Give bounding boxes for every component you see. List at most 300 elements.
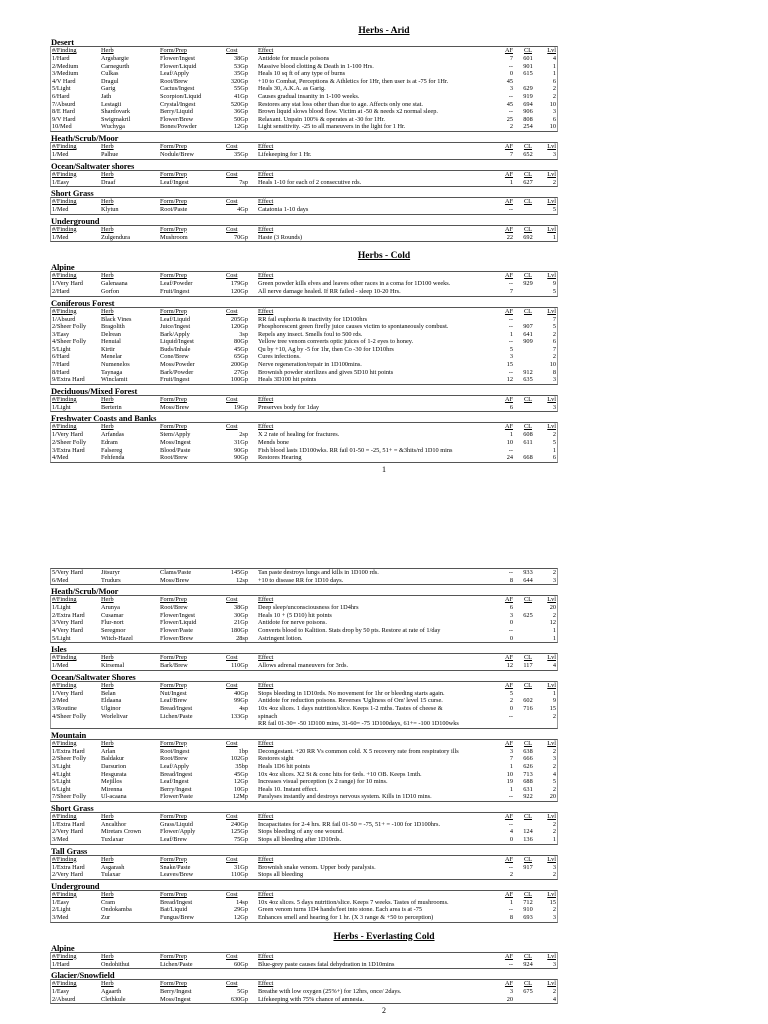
table-row <box>51 577 557 585</box>
herb-name-cell: Galenaana <box>101 280 128 288</box>
cost-cell: 205Gp <box>230 315 248 323</box>
table-row <box>51 906 557 914</box>
herb-name-cell: Trudurs <box>101 576 121 584</box>
lvl-cell: 1 <box>552 446 556 454</box>
af-cell: -- <box>508 315 513 323</box>
column-header: Effect <box>258 47 274 54</box>
af-cell: 45 <box>506 100 513 108</box>
herb-name-cell: Swigmakril <box>101 115 131 123</box>
table-row <box>51 63 557 71</box>
af-cell: 1 <box>509 178 513 186</box>
lvl-cell: 7 <box>552 345 556 353</box>
form-prep-cell: Leaf/Apply <box>160 762 190 770</box>
form-prep-cell: Bat/Liquid <box>160 906 188 914</box>
af-cell: 22 <box>506 233 513 241</box>
column-header: Effect <box>258 855 274 863</box>
finding-cell: 1/Light <box>52 604 71 612</box>
af-cell: 2 <box>509 871 513 879</box>
effect-cell: Antidote for muscle poisons <box>258 55 330 62</box>
form-prep-cell: Berry/Liquid <box>160 108 193 116</box>
lvl-cell: 2 <box>552 92 556 100</box>
form-prep-cell: Scorpion/Liquid <box>160 92 202 100</box>
cost-cell: 102Gp <box>230 755 248 763</box>
herb-name-cell: Ul-acaana <box>101 793 127 801</box>
herb-name-cell: Cusamar <box>101 611 124 619</box>
column-header: Herb <box>101 307 114 315</box>
column-header: Lvl <box>547 142 556 150</box>
column-header: Cost <box>226 170 238 178</box>
table-header-row <box>51 423 557 431</box>
lvl-cell: 5 <box>552 287 556 295</box>
herb-table <box>50 855 558 880</box>
column-header: Cost <box>226 980 238 988</box>
column-header: Form/Prep <box>160 855 187 863</box>
habitat-label: Tall Grass <box>51 845 88 856</box>
effect-cell: Phosphorescent green firefly juice causes victim to spontaneously combust. <box>258 323 449 331</box>
lvl-cell: 3 <box>552 914 556 922</box>
table-row <box>51 569 557 577</box>
column-header: Effect <box>258 170 274 178</box>
af-cell: 5 <box>509 689 513 697</box>
cl-cell: 933 <box>523 569 533 576</box>
cl-cell: 631 <box>523 785 533 793</box>
cl-cell: 625 <box>523 611 533 619</box>
finding-cell: 3/Med <box>52 836 69 844</box>
af-cell: 3 <box>509 747 513 755</box>
effect-cell: Heals 10 + (5 D10) hit points <box>258 611 332 619</box>
column-header: AF <box>504 596 513 604</box>
column-header: AF <box>504 423 513 431</box>
column-header: CL <box>523 225 533 233</box>
table-row <box>51 323 557 331</box>
cost-cell: 12sp <box>236 576 248 584</box>
table-row <box>51 755 557 763</box>
lvl-cell <box>543 720 557 728</box>
column-header: Form/Prep <box>160 654 187 662</box>
cost-cell: 110Gp <box>231 871 248 879</box>
cl-cell: 601 <box>523 55 533 62</box>
finding-cell: 6/Med <box>52 576 69 584</box>
lvl-cell: 2 <box>552 353 556 361</box>
section-title: Herbs - Cold <box>357 251 411 262</box>
cl-cell <box>513 361 543 369</box>
column-header: Lvl <box>547 739 556 747</box>
finding-cell: 4/Sheer Folly <box>52 712 87 720</box>
cl-cell: 907 <box>523 323 533 331</box>
lvl-cell: 2 <box>552 988 556 996</box>
effect-cell: All nerve damage healed. If RR failed - sleep 10-20 Hrs. <box>258 287 401 295</box>
lvl-cell: 6 <box>552 115 556 123</box>
finding-cell: 1/Med <box>52 206 69 214</box>
lvl-cell: 1 <box>552 836 556 844</box>
herb-name-cell: Flur-nort <box>101 619 124 627</box>
cl-cell: 688 <box>523 778 533 786</box>
cost-cell: 7sp <box>239 178 248 186</box>
form-prep-cell: Bread/Ingest <box>160 770 193 778</box>
lvl-cell: 3 <box>552 108 556 116</box>
herb-name-cell: Ondohithui <box>101 960 130 968</box>
column-header: Cost <box>226 596 238 604</box>
form-prep-cell: Clams/Paste <box>160 569 192 576</box>
finding-cell: 9/Extra Hard <box>52 376 85 384</box>
lvl-cell: 2 <box>552 820 556 828</box>
lvl-cell: 3 <box>552 403 556 411</box>
form-prep-cell: Root/Brew <box>160 604 188 612</box>
cl-cell <box>513 447 543 455</box>
effect-cell: Restores sight <box>258 755 294 763</box>
column-header: CL <box>523 654 533 662</box>
cost-cell: 35bp <box>235 762 248 770</box>
table-row <box>51 70 557 78</box>
effect-cell: RR fail 01-30= -50 1D100 mins, 31-60= -75 1D100days, 61+= -100 1D100wks <box>258 720 459 728</box>
table-row <box>51 108 557 116</box>
cl-cell: 666 <box>523 755 533 763</box>
table-row <box>51 206 557 214</box>
lvl-cell: 7 <box>552 315 556 323</box>
cost-cell: 10Gp <box>234 785 248 793</box>
column-header: Lvl <box>547 170 556 178</box>
effect-cell: Enhances smell and hearing for 1 hr. (X 3 range & +50 to perception) <box>258 914 434 922</box>
finding-cell: 2/Medium <box>52 62 79 70</box>
herb-table <box>50 568 558 585</box>
form-prep-cell: Crystal/Ingest <box>160 100 196 108</box>
form-prep-cell: Liquid/Ingest <box>160 338 194 346</box>
cost-cell: 120Gp <box>230 323 248 331</box>
af-cell: -- <box>508 62 513 70</box>
af-cell: 7 <box>509 55 513 62</box>
effect-cell: X 2 rate of healing for fractures. <box>258 431 340 439</box>
form-prep-cell: Stem/Apply <box>160 431 191 439</box>
cl-cell: 136 <box>523 836 533 844</box>
herb-table <box>50 170 558 188</box>
cost-cell: 75Gp <box>234 836 248 844</box>
af-cell: 2 <box>509 697 513 705</box>
af-cell: 7 <box>509 755 513 763</box>
herb-name-cell: Arfandas <box>101 431 125 439</box>
column-header: #/Finding <box>52 225 77 233</box>
cl-cell: 668 <box>523 454 533 462</box>
cl-cell: 713 <box>523 770 533 778</box>
af-cell: 4 <box>509 828 513 836</box>
cost-cell: 36Gp <box>234 108 248 116</box>
table-row <box>51 996 557 1004</box>
column-header: Effect <box>258 272 274 280</box>
herb-name-cell: Argsbargie <box>101 55 129 62</box>
table-row <box>51 431 557 439</box>
column-header: Herb <box>101 980 114 988</box>
column-header: Herb <box>101 681 114 689</box>
form-prep-cell: Root/Brew <box>160 755 188 763</box>
finding-cell: 2/Sheer Folly <box>52 755 87 763</box>
cl-cell: 922 <box>523 793 533 801</box>
herb-table <box>50 225 558 243</box>
table-row <box>51 55 557 63</box>
finding-cell: 4/Sheer Folly <box>52 338 87 346</box>
column-header: #/Finding <box>52 423 77 431</box>
cost-cell: 3sp <box>239 330 248 338</box>
effect-cell: Yellow tree venom converts optic juices of 1-2 eyes to honey. <box>258 338 414 346</box>
finding-cell: 5/Light <box>52 85 71 93</box>
af-cell: -- <box>508 338 513 346</box>
form-prep-cell: Root/Brew <box>160 77 188 85</box>
af-cell: -- <box>508 793 513 801</box>
finding-cell: 5/Light <box>52 634 71 642</box>
af-cell: 8 <box>509 914 513 922</box>
cost-cell: 53Gp <box>234 62 248 70</box>
form-prep-cell: Leaf/Brew <box>160 836 187 844</box>
finding-cell: 1/Easy <box>52 178 70 186</box>
af-cell: -- <box>508 569 513 576</box>
cl-cell: 712 <box>523 898 533 906</box>
herb-name-cell: Kirtir <box>101 345 115 353</box>
cost-cell: 90Gp <box>234 446 248 454</box>
habitat-label: Ocean/Saltwater Shores <box>51 671 136 682</box>
cl-cell <box>513 720 543 728</box>
form-prep-cell: Moss/Brew <box>160 576 190 584</box>
form-prep-cell: Flower/Brew <box>160 115 194 123</box>
column-header: Effect <box>258 225 274 233</box>
table-row <box>51 713 557 721</box>
column-header: Effect <box>258 980 274 988</box>
table-row <box>51 771 557 779</box>
af-cell: -- <box>508 863 513 871</box>
table-row <box>51 454 557 462</box>
column-header: Herb <box>101 198 114 206</box>
column-header: Cost <box>226 272 238 280</box>
cost-cell: 60Gp <box>234 960 248 968</box>
column-header: CL <box>523 739 533 747</box>
herb-name-cell: Ancalthor <box>101 820 127 828</box>
finding-cell: 3/Light <box>52 762 71 770</box>
herb-name-cell: Darsurion <box>101 762 127 770</box>
finding-cell: 1/Med <box>52 662 69 670</box>
effect-cell: Green venom turns 1D4 hands/feet into stone. Each area is at -75 <box>258 906 423 914</box>
table-row <box>51 828 557 836</box>
cost-cell: 125Gp <box>230 828 248 836</box>
column-header: Cost <box>226 890 238 898</box>
herb-table <box>50 681 558 729</box>
cost-cell: 14sp <box>236 898 248 906</box>
cl-cell: 906 <box>523 108 533 116</box>
lvl-cell: 1 <box>552 62 556 70</box>
af-cell: -- <box>508 368 513 376</box>
column-header: Herb <box>101 952 114 960</box>
column-header: AF <box>504 225 513 233</box>
effect-cell: Tan paste destroys lungs and kills in 1D100 rds. <box>258 569 379 576</box>
effect-cell: Nerve regeneration/repair in 1D100mins. <box>258 361 362 369</box>
herb-name-cell: Winclamit <box>101 376 128 384</box>
herb-name-cell: Asgarash <box>101 863 125 871</box>
herb-name-cell: Ondokamba <box>101 906 132 914</box>
finding-cell: 4/Med <box>52 454 69 462</box>
column-header: Cost <box>226 307 238 315</box>
column-header: AF <box>504 952 513 960</box>
column-header: CL <box>523 272 533 280</box>
af-cell: 15 <box>506 361 513 369</box>
af-cell: -- <box>508 906 513 914</box>
cost-cell: 31Gp <box>234 439 248 447</box>
finding-cell: 7/Hard <box>52 361 70 369</box>
finding-cell <box>51 720 101 728</box>
herb-name-cell: Witch-Hazel <box>101 634 133 642</box>
column-header: Form/Prep <box>160 681 187 689</box>
column-header: Cost <box>226 47 238 54</box>
form-prep-cell: Nut/Ingest <box>160 689 187 697</box>
finding-cell: 2/Light <box>52 906 71 914</box>
column-header: #/Finding <box>52 812 77 820</box>
column-header: #/Finding <box>52 170 77 178</box>
effect-cell: Heals 1D6 hit points <box>258 762 310 770</box>
cost-cell: 630Gp <box>230 995 248 1003</box>
column-header: Herb <box>101 225 114 233</box>
column-header: Lvl <box>547 980 556 988</box>
finding-cell: 1/Med <box>52 233 69 241</box>
column-header: AF <box>504 654 513 662</box>
herb-name-cell: Zur <box>101 914 111 922</box>
effect-cell: Heals 10 sq ft of any type of burns <box>258 70 346 78</box>
cost-cell: 180Gp <box>230 626 248 634</box>
cost-cell: 90Gp <box>234 454 248 462</box>
table-row <box>51 151 557 159</box>
effect-cell: Brownish snake venom. Upper body paralysis. <box>258 863 376 871</box>
af-cell: 19 <box>506 778 513 786</box>
effect-cell: +10 to disease RR for 1D10 days. <box>258 576 344 584</box>
table-row <box>51 763 557 771</box>
cost-cell: 50Gp <box>234 115 248 123</box>
column-header: Herb <box>101 170 114 178</box>
lvl-cell: 3 <box>552 863 556 871</box>
af-cell: -- <box>508 960 513 968</box>
column-header: Form/Prep <box>160 307 187 315</box>
form-prep-cell: Fruit/Ingest <box>160 376 190 384</box>
form-prep-cell: Berry/Ingest <box>160 988 192 996</box>
herb-name-cell: Taynaga <box>101 368 123 376</box>
cost-cell: 320Gp <box>230 77 248 85</box>
table-header-row <box>51 47 557 55</box>
column-header: Effect <box>258 681 274 689</box>
herb-name-cell: Clethkule <box>101 995 126 1003</box>
column-header: AF <box>504 272 513 280</box>
column-header: #/Finding <box>52 307 77 315</box>
cost-cell: 200Gp <box>230 361 248 369</box>
finding-cell: 1/Very Hard <box>52 689 83 697</box>
effect-cell: Brown liquid slows blood flow. Victim at -50 & needs x2 normal sleep. <box>258 108 438 116</box>
finding-cell: 1/Hard <box>52 960 70 968</box>
column-header: Herb <box>101 654 114 662</box>
cost-cell: 12Gp <box>234 123 248 131</box>
finding-cell: 3/Extra Hard <box>52 446 85 454</box>
lvl-cell: 1 <box>552 70 556 78</box>
cost-cell: 12Gp <box>234 778 248 786</box>
column-header: CL <box>523 198 533 206</box>
cost-cell: 55Gp <box>234 85 248 93</box>
effect-cell: Lifekeeping with 75% chance of amnesia. <box>258 995 364 1003</box>
cl-cell <box>513 404 543 412</box>
table-row <box>51 338 557 346</box>
cl-cell: 602 <box>523 697 533 705</box>
column-header: AF <box>504 47 513 54</box>
table-row <box>51 697 557 705</box>
herb-name-cell: Tulaxar <box>101 871 121 879</box>
page-number: 1 <box>382 464 386 474</box>
af-cell: 6 <box>509 604 513 612</box>
cl-cell: 608 <box>523 431 533 439</box>
effect-cell: 10x 4oz slices. 1 days nutrition/slice. Keeps 1-2 mths. Tastes of cheese & <box>258 704 443 712</box>
column-header: AF <box>504 980 513 988</box>
af-cell: 3 <box>509 988 513 996</box>
form-prep-cell: Snake/Paste <box>160 863 191 871</box>
column-header: #/Finding <box>52 198 77 206</box>
effect-cell: Decongestant. +20 RR Vs common cold. X 5 recovery rate from respiratory ills <box>258 747 459 755</box>
table-header-row <box>51 654 557 662</box>
af-cell: 1 <box>509 898 513 906</box>
column-header: AF <box>504 812 513 820</box>
column-header: #/Finding <box>52 142 77 150</box>
form-prep-cell: Blood/Paste <box>160 446 191 454</box>
column-header: #/Finding <box>52 654 77 662</box>
form-prep-cell: Leaf/Ingest <box>160 178 189 186</box>
effect-cell: Preserves body for 1day <box>258 403 320 411</box>
column-header: Lvl <box>547 596 556 604</box>
habitat-label: Deciduous/Mixed Forest <box>51 385 138 396</box>
finding-cell: 1/Easy <box>52 898 70 906</box>
table-row <box>51 361 557 369</box>
column-header: CL <box>523 307 533 315</box>
table-header-row <box>51 596 557 604</box>
af-cell: 3 <box>509 353 513 361</box>
effect-cell: Restores Hearing <box>258 454 302 462</box>
habitat-label: Heath/Scrub/Moor <box>51 586 119 597</box>
herb-table <box>50 812 558 845</box>
section-title: Herbs - Everlasting Cold <box>333 931 435 942</box>
table-row <box>51 78 557 86</box>
herb-name-cell: Draaf <box>101 178 116 186</box>
column-header: CL <box>523 47 533 54</box>
herb-name-cell: Bragolith <box>101 323 125 331</box>
cl-cell: 626 <box>523 762 533 770</box>
habitat-label: Short Grass <box>51 188 94 199</box>
af-cell: 2 <box>509 123 513 131</box>
section-title: Herbs - Arid <box>358 26 410 36</box>
finding-cell: 9/V Hard <box>52 115 76 123</box>
column-header: Cost <box>226 855 238 863</box>
cl-cell: 629 <box>523 85 533 93</box>
form-prep-cell <box>160 720 223 728</box>
effect-cell: Causes gradual insanity in 1-100 weeks. <box>258 92 360 100</box>
af-cell: 0 <box>509 619 513 627</box>
column-header: Lvl <box>547 47 556 54</box>
table-row <box>51 376 557 384</box>
effect-cell: Paralyses instantly and destroys nervous system. Kills in 1D10 mins. <box>258 793 432 801</box>
cost-cell: 100Gp <box>230 376 248 384</box>
finding-cell: 1/Med <box>52 150 69 158</box>
habitat-label: Coniferous Forest <box>51 297 115 308</box>
column-header: CL <box>523 596 533 604</box>
herb-name-cell: Cram <box>101 898 115 906</box>
cost-cell: 29Gp <box>234 906 248 914</box>
page-number: 2 <box>382 1006 386 1016</box>
herb-table <box>50 739 558 802</box>
cost-cell: 133Gp <box>230 712 248 720</box>
table-row <box>51 793 557 801</box>
lvl-cell: 5 <box>552 439 556 447</box>
table-header-row <box>51 171 557 179</box>
column-header: Lvl <box>547 423 556 431</box>
effect-cell: Increases visual perception (x 2 range) for 10 mins. <box>258 778 388 786</box>
lvl-cell: 2 <box>552 785 556 793</box>
effect-cell: Massive blood clotting & Death in 1-100 Hrs. <box>258 62 374 70</box>
column-header: #/Finding <box>52 739 77 747</box>
